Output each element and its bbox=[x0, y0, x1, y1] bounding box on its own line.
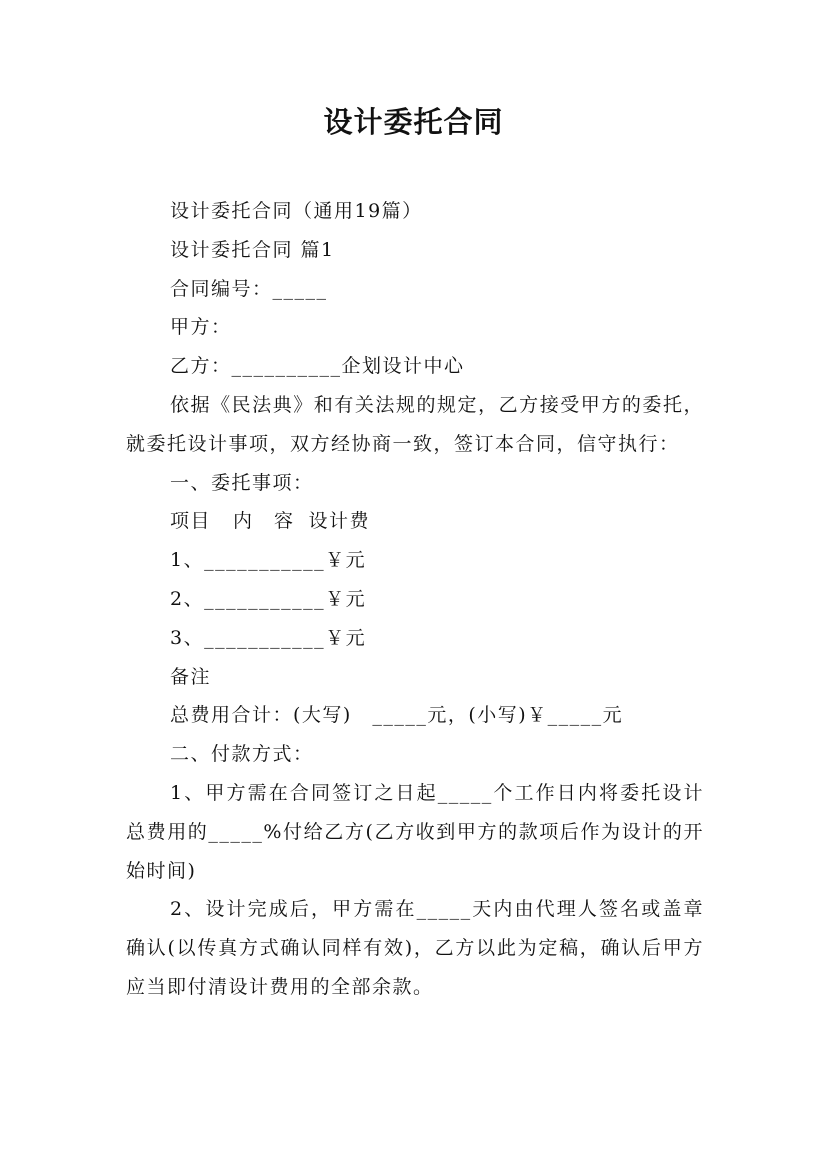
part-heading: 设计委托合同 篇1 bbox=[170, 238, 335, 261]
item-row: 1、___________￥元 bbox=[170, 549, 367, 572]
contract-number-line: 合同编号：_____ bbox=[170, 277, 328, 300]
table-header-item: 项目 bbox=[170, 510, 212, 533]
subtitle-line: 设计委托合同（通用19篇） bbox=[170, 200, 423, 222]
party-b-line: 乙方：__________企划设计中心 bbox=[170, 355, 465, 378]
remark-line: 备注 bbox=[170, 665, 212, 688]
payment-paragraph: 1、甲方需在合同签订之日起_____个工作日内将委托设计总费用的_____%付给乙方(乙方收到甲方的款项后作为设计的开始时间) bbox=[126, 781, 704, 882]
total-fee-line: 总费用合计：(大写) _____元，(小写)￥_____元 bbox=[170, 704, 624, 727]
item-row: 3、___________￥元 bbox=[170, 626, 367, 649]
payment-paragraph: 2、设计完成后，甲方需在_____天内由代理人签名或盖章确认(以传真方式确认同样有效)，乙方以此为定稿，确认后甲方应当即付清设计费用的全部余款。 bbox=[126, 898, 704, 998]
table-header-row bbox=[126, 502, 704, 541]
document-body bbox=[126, 192, 704, 1007]
document-title: 设计委托合同 bbox=[323, 105, 504, 139]
party-a-line: 甲方： bbox=[170, 316, 232, 339]
intro-paragraph: 依据《民法典》和有关法规的规定，乙方接受甲方的委托，就委托设计事项，双方经协商一致，签订本合同，信守执行： bbox=[126, 393, 704, 455]
section-2-heading: 二、付款方式： bbox=[170, 743, 314, 766]
table-header-content: 内 容 bbox=[233, 510, 295, 533]
section-1-heading: 一、委托事项： bbox=[170, 471, 314, 494]
item-row: 2、___________￥元 bbox=[170, 587, 367, 610]
table-header-fee: 设计费 bbox=[308, 510, 371, 533]
